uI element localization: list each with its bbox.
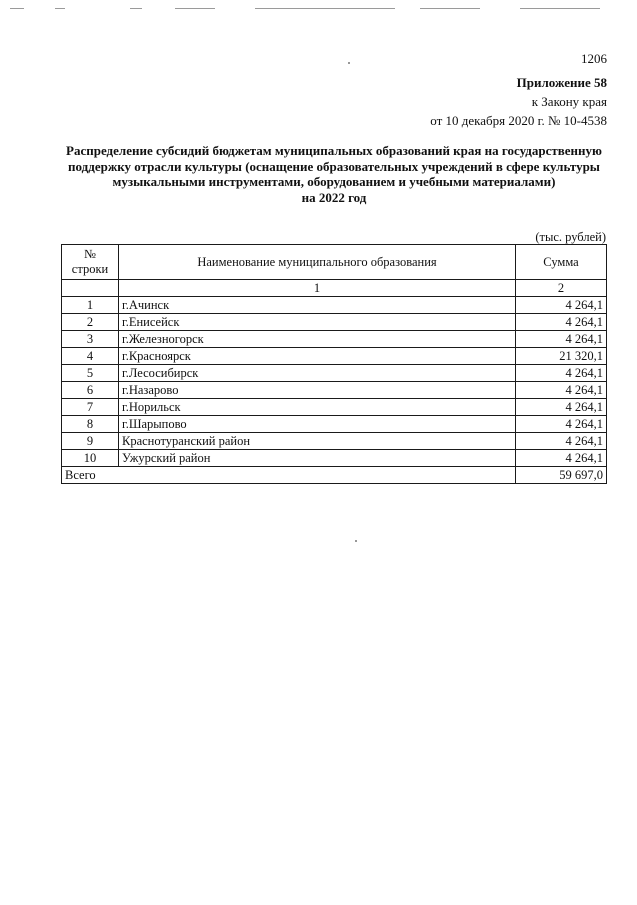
table-row [62,399,607,416]
row-municipality: г.Шарыпово [119,416,516,433]
row-municipality: г.Железногорск [119,331,516,348]
row-sum: 4 264,1 [516,382,607,399]
row-number: 3 [62,331,119,348]
table-row [62,365,607,382]
row-sum: 4 264,1 [516,450,607,467]
appendix-law-date: от 10 декабря 2020 г. № 10-4538 [430,113,607,128]
row-number: 8 [62,416,119,433]
row-number: 9 [62,433,119,450]
row-municipality: г.Назарово [119,382,516,399]
row-number: 2 [62,314,119,331]
row-municipality: Ужурский район [119,450,516,467]
index-cell-name: 1 [119,280,516,297]
total-row [62,467,607,484]
column-index-row [62,280,607,297]
row-number: 7 [62,399,119,416]
table-row [62,433,607,450]
row-number: 5 [62,365,119,382]
table-row [62,416,607,433]
header-sum: Сумма [516,245,607,280]
header-row-number [62,245,119,280]
row-number: 4 [62,348,119,365]
row-municipality: г.Лесосибирск [119,365,516,382]
row-sum: 4 264,1 [516,365,607,382]
scan-artifact [255,8,395,9]
row-sum: 4 264,1 [516,331,607,348]
table-row [62,348,607,365]
scan-artifact [520,8,600,9]
title-line: на 2022 год [301,189,367,205]
row-municipality: г.Красноярск [119,348,516,365]
row-sum: 4 264,1 [516,314,607,331]
total-sum: 59 697,0 [516,467,607,484]
table-row [62,314,607,331]
row-sum: 4 264,1 [516,416,607,433]
table-row [62,382,607,399]
row-municipality: г.Ачинск [119,297,516,314]
header-num-word: строки [71,262,109,276]
row-sum: 21 320,1 [516,348,607,365]
index-cell-sum: 2 [516,280,607,297]
units-label: (тыс. рублей) [535,230,606,244]
scan-artifact [55,8,65,9]
row-municipality: Краснотуранский район [119,433,516,450]
document-title [58,143,610,205]
scan-artifact [175,8,215,9]
row-sum: 4 264,1 [516,433,607,450]
table-row [62,297,607,314]
table-row [62,450,607,467]
appendix-law-ref: к Закону края [531,94,607,109]
scan-artifact [10,8,24,9]
appendix-label: Приложение 58 [516,75,607,90]
row-sum: 4 264,1 [516,297,607,314]
table-row [62,331,607,348]
table-header-row [62,245,607,280]
scan-speck [348,62,350,64]
row-sum: 4 264,1 [516,399,607,416]
scan-artifact [420,8,480,9]
scan-artifact [130,8,142,9]
page-number: 1206 [581,51,607,66]
title-line: Распределение субсидий бюджетам муниципальных образований края на государственную [66,143,602,158]
appendix-block [430,73,607,130]
header-num-symbol: № [84,247,96,261]
row-number: 6 [62,382,119,399]
row-municipality: г.Енисейск [119,314,516,331]
header-municipality: Наименование муниципального образования [119,245,516,280]
row-number: 10 [62,450,119,467]
row-number: 1 [62,297,119,314]
row-municipality: г.Норильск [119,399,516,416]
scan-speck [355,540,357,542]
subsidy-table [61,244,607,484]
title-line: музыкальными инструментами, оборудованием и учебными материалами) [112,174,556,189]
title-line: поддержку отрасли культуры (оснащение образовательных учреждений в сфере культуры [68,158,600,174]
index-cell-empty [62,280,119,297]
total-label: Всего [62,467,516,484]
